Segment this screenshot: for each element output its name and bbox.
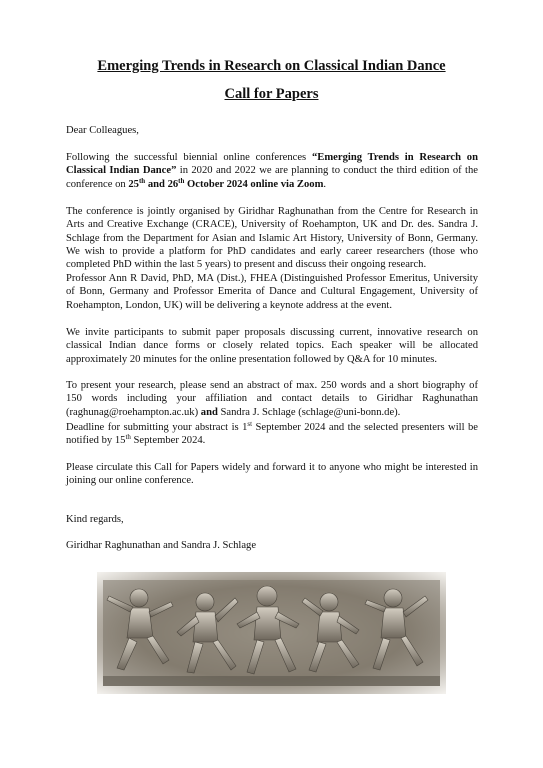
paragraph-intro: Following the successful biennial online conferences “Emerging Trends in Research on Classical Indian Dance” in 2020 and 2022 we are planning to conduct the third edition of the conference on 25th and 26th October 2024 online via Zoom. bbox=[66, 152, 478, 190]
dancers-relief-image bbox=[97, 572, 446, 694]
paragraph-keynote: Professor Ann R David, PhD, MA (Dist.), FHEA (Distinguished Professor Emeritus, University of Bonn, Germany and Professor Emerita of Dance and Cultural Engagement, University of Roehampton, London, UK) will be delivering a keynote address at the event. bbox=[66, 273, 478, 311]
page-title: Emerging Trends in Research on Classical Indian Dance bbox=[97, 58, 446, 74]
signature: Giridhar Raghunathan and Sandra J. Schlage bbox=[66, 540, 257, 551]
page-subtitle: Call for Papers bbox=[224, 86, 319, 102]
closing: Kind regards, bbox=[66, 514, 124, 525]
paragraph-invitation: We invite participants to submit paper proposals discussing current, innovative research on classical Indian dance forms or closely related topics. Each speaker will be allocated approximately 20 minutes for the online presentation followed by Q&A for 10 minutes. bbox=[66, 327, 478, 365]
paragraph-deadline: Deadline for submitting your abstract is 1st September 2024 and the selected presenters will be notified by 15th September 2024. bbox=[66, 420, 478, 447]
paragraph-submission: To present your research, please send an abstract of max. 250 words and a short biography of 150 words including your affiliation and contact details to Giridhar Raghunathan (raghunag@roehampton.ac.uk) and Sandra J. Schlage (schlage@uni-bonn.de). bbox=[66, 380, 478, 418]
paragraph-circulate: Please circulate this Call for Papers widely and forward it to anyone who might be interested in joining our online conference. bbox=[66, 462, 478, 487]
paragraph-organisers: The conference is jointly organised by Giridhar Raghunathan from the Centre for Research in Arts and Creative Exchange (CRACE), University of Roehampton, UK and Dr. des. Sandra J. Schlage from the Department for Asian and Islamic Art History, University of Bonn, Germany. We wish to provide a platform for PhD candidates and early career researchers (those who completed PhD within the last 5 years) to present and discuss their ongoing research. bbox=[66, 206, 478, 271]
salutation: Dear Colleagues, bbox=[66, 125, 139, 136]
